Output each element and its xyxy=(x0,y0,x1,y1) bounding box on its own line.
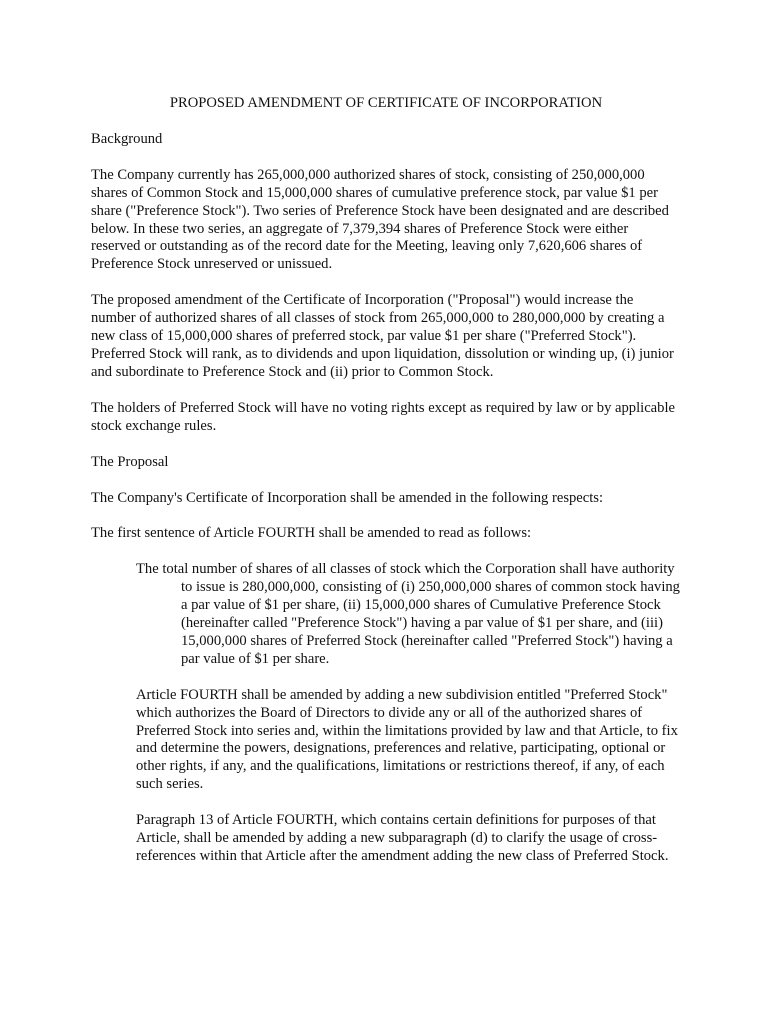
background-heading: Background xyxy=(91,130,163,147)
amendment-paragraph-definitions: Paragraph 13 of Article FOURTH, which contains certain definitions for purposes of that Article, shall be amended by adding a new subparagraph (d) to clarify the usage of cross-references within that Article after the amendment adding the new class of Preferred Stock. xyxy=(136,812,669,864)
background-paragraph-2: The proposed amendment of the Certificate of Incorporation ("Proposal") would increase the number of authorized shares of all classes of stock from 265,000,000 to 280,000,000 by creating a new class of 15,000,000 shares of preferred stock, par value $1 per share ("Preferred Stock"). Preferred Stock will rank, as to dividends and upon liquidation, dissolution or winding up, (i) junior and subordinate to Preference Stock and (ii) prior to Common Stock. xyxy=(91,292,674,380)
proposal-heading: The Proposal xyxy=(91,453,169,470)
background-paragraph-1: The Company currently has 265,000,000 authorized shares of stock, consisting of 250,000,000 shares of Common Stock and 15,000,000 shares of cumulative preference stock, par value $1 per share ("Preference Stock"). Two series of Preference Stock have been designated and are described below. In these two series, an aggregate of 7,379,394 shares of Preference Stock were either reserved or outstanding as of the record date for the Meeting, leaving only 7,620,606 shares of Preference Stock unreserved or unissued. xyxy=(91,166,669,273)
document-title: PROPOSED AMENDMENT OF CERTIFICATE OF INCORPORATION xyxy=(169,95,603,111)
proposal-paragraph-1: The Company's Certificate of Incorporation shall be amended in the following respects: xyxy=(91,489,604,506)
proposal-paragraph-2: The first sentence of Article FOURTH shall be amended to read as follows: xyxy=(91,525,532,542)
quoted-article-text: The total number of shares of all classes of stock which the Corporation shall have authority to issue is 280,000,000, consisting of (i) 250,000,000 shares of common stock having a par value of $1 per share, (ii) 15,000,000 shares of Cumulative Preference Stock (hereinafter called "Preference Stock") having a par value of $1 per share, and (iii) 15,000,000 shares of Preferred Stock (hereinafter called "Preferred Stock") having a par value of $1 per share. xyxy=(136,561,680,667)
document-page xyxy=(91,95,681,884)
background-paragraph-3: The holders of Preferred Stock will have no voting rights except as required by law or by applicable stock exchange rules. xyxy=(91,399,675,434)
amendment-block xyxy=(136,561,681,866)
amendment-paragraph-subdivision: Article FOURTH shall be amended by adding a new subdivision entitled "Preferred Stock" which authorizes the Board of Directors to divide any or all of the authorized shares of Preferred Stock into series and, within the limitations provided by law and that Article, to fix and determine the powers, designations, preferences and relative, participating, optional or other rights, if any, and the qualifications, limitations or restrictions thereof, if any, of each such series. xyxy=(136,686,678,793)
